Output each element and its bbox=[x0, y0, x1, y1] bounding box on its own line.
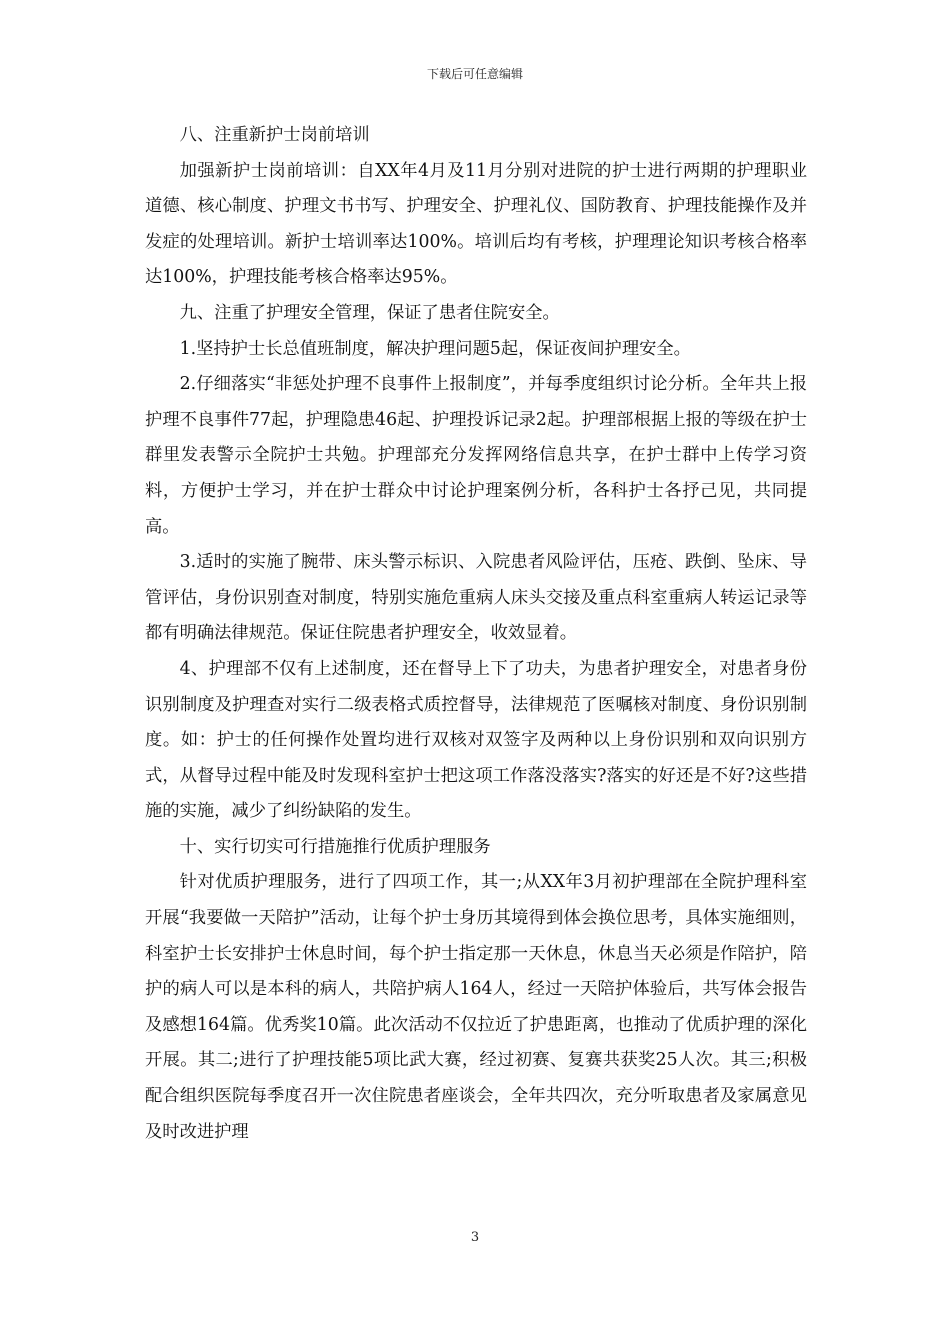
paragraph-item-2: 2.仔细落实“非惩处护理不良事件上报制度”，并每季度组织讨论分析。全年共上报护理不良事件77起，护理隐患46起、护理投诉记录2起。护理部根据上报的等级在护士群里发表警示全院护士共勉。护理部充分发挥网络信息共享，在护士群中上传学习资料，方便护士学习，并在护士群众中讨论护理案例分析，各科护士各抒己见，共同提高。 bbox=[145, 374, 807, 537]
page-header: 下载后可任意编辑 bbox=[426, 67, 523, 81]
page-number: 3 bbox=[470, 1230, 480, 1245]
paragraph-item-1: 1.坚持护士长总值班制度，解决护理问题5起，保证夜间护理安全。 bbox=[179, 338, 691, 359]
paragraph-training: 加强新护士岗前培训：自XX年4月及11月分别对进院的护士进行两期的护理职业道德、核心制度、护理文书书写、护理安全、护理礼仪、国防教育、护理技能操作及并发症的处理培训。新护士培训率达100%。培训后均有考核，护理理论知识考核合格率达100%，护理技能考核合格率达95%。 bbox=[145, 160, 807, 288]
document-body bbox=[145, 118, 807, 1150]
paragraph-item-4: 4、护理部不仅有上述制度，还在督导上下了功夫，为患者护理安全，对患者身份识别制度及护理查对实行二级表格式质控督导，法律规范了医嘱核对制度、身份识别制度。如：护士的任何操作处置均进行双核对双签字及两种以上身份识别和双向识别方式，从督导过程中能及时发现科室护士把这项工作落没落实?落实的好还是不好?这些措施的实施，减少了纠纷缺陷的发生。 bbox=[145, 658, 807, 822]
section-heading-8: 八、注重新护士岗前培训 bbox=[179, 125, 370, 145]
section-heading-10: 十、实行切实可行措施推行优质护理服务 bbox=[179, 836, 491, 857]
paragraph-quality-service: 针对优质护理服务，进行了四项工作，其一;从XX年3月初护理部在全院护理科室开展“我要做一天陪护”活动，让每个护士身历其境得到体会换位思考，具体实施细则，科室护士长安排护士休息时间，每个护士指定那一天休息，休息当天必须是作陪护，陪护的病人可以是本科的病人，共陪护病人164人，经过一天陪护体验后，共写体会报告及感想164篇。优秀奖10篇。此次活动不仅拉近了护患距离，也推动了优质护理的深化开展。其二;进行了护理技能5项比武大赛，经过初赛、复赛共获奖25人次。其三;积极配合组织医院每季度召开一次住院患者座谈会，全年共四次，充分听取患者及家属意见及时改进护理 bbox=[145, 872, 807, 1142]
section-heading-9: 九、注重了护理安全管理，保证了患者住院安全。 bbox=[179, 302, 560, 323]
paragraph-item-3: 3.适时的实施了腕带、床头警示标识、入院患者风险评估，压疮、跌倒、坠床、导管评估，身份识别查对制度，特别实施危重病人床头交接及重点科室重病人转运记录等都有明确法律规范。保证住院患者护理安全，收效显着。 bbox=[145, 552, 807, 644]
